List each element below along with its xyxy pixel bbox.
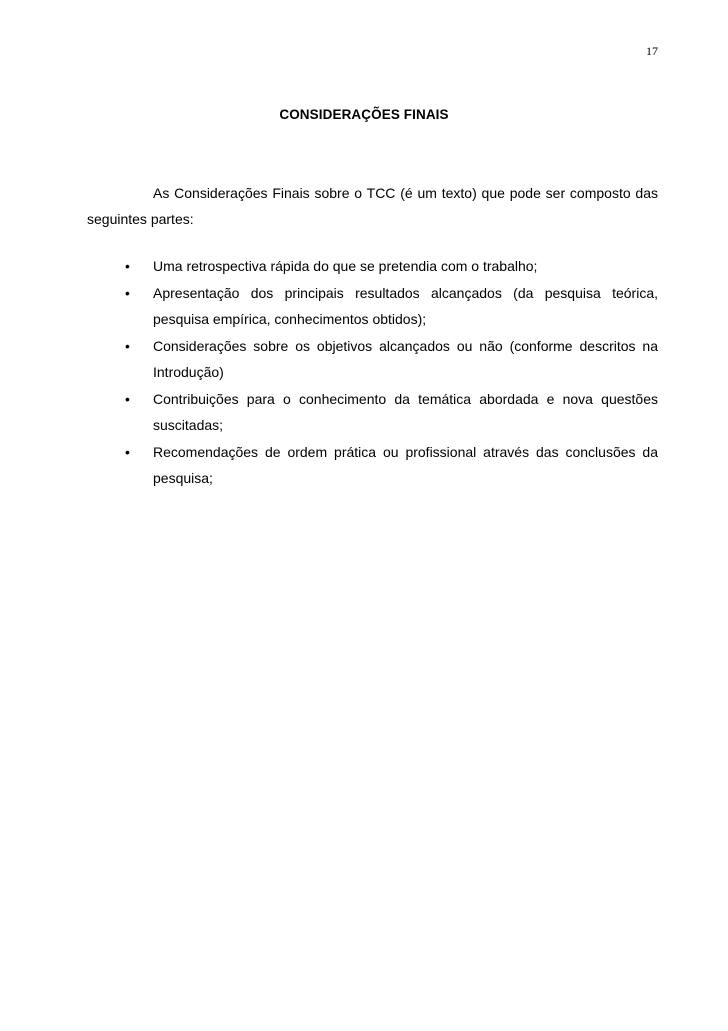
bullet-icon: • (125, 258, 130, 274)
list-item-text: Recomendações de ordem prática ou profissional através das conclusões da pesquisa; (153, 443, 658, 486)
list-item (87, 386, 658, 439)
list-item-text: Considerações sobre os objetivos alcançados ou não (conforme descritos na Introdução) (153, 337, 658, 380)
bullet-icon: • (125, 284, 130, 301)
list-item-text: Contribuições para o conhecimento da temática abordada e nova questões suscitadas; (153, 390, 658, 433)
list-item (87, 333, 658, 386)
list-item (87, 253, 658, 280)
bullet-icon: • (125, 443, 130, 460)
bullet-icon: • (125, 337, 130, 354)
intro-paragraph: As Considerações Finais sobre o TCC (é um texto) que pode ser composto das seguintes partes: (87, 185, 658, 227)
bullet-list (87, 253, 658, 492)
list-item-text: Apresentação dos principais resultados alcançados (da pesquisa teórica, pesquisa empírica, conhecimentos obtidos); (153, 284, 658, 327)
section-title: CONSIDERAÇÕES FINAIS (279, 107, 449, 122)
bullet-icon: • (125, 390, 130, 407)
list-item-text: Uma retrospectiva rápida do que se pretendia com o trabalho; (153, 258, 538, 274)
page-number: 17 (646, 44, 658, 58)
list-item (87, 280, 658, 333)
list-item (87, 439, 658, 492)
